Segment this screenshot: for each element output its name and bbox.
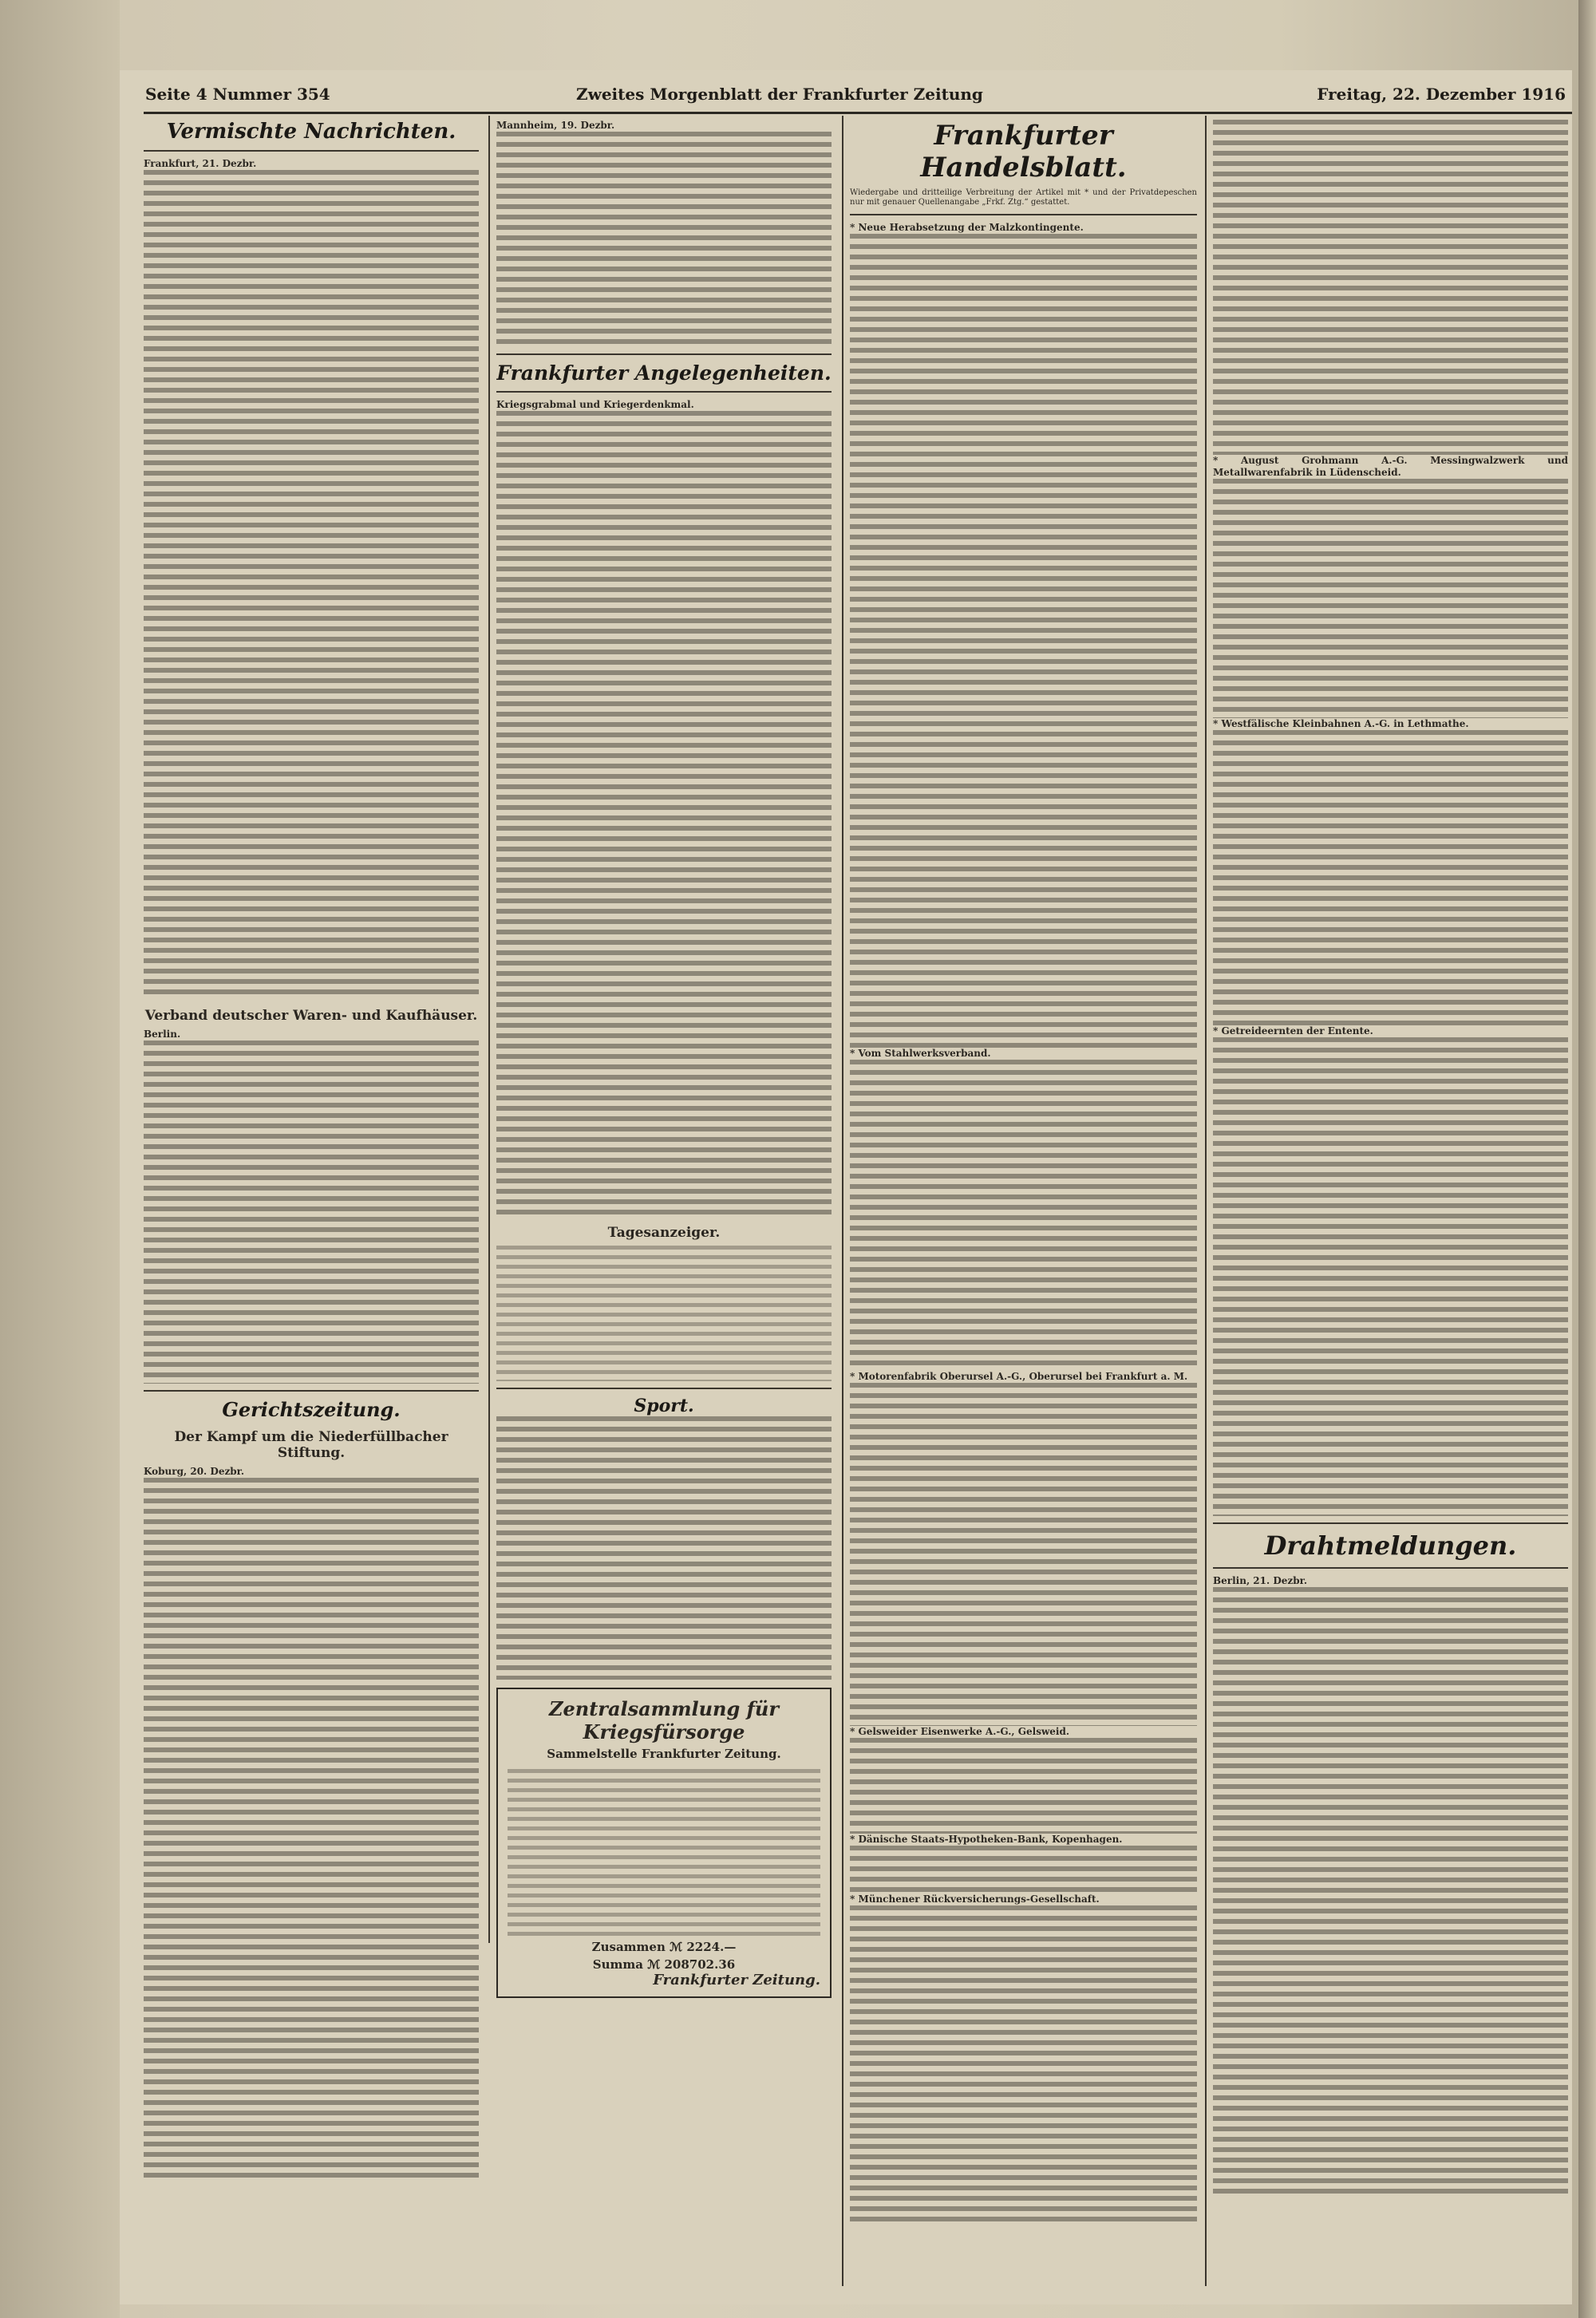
article-body — [1213, 1037, 1568, 1516]
article-body — [850, 234, 1197, 1048]
section-heading: Frankfurter Angelegenheiten. — [496, 361, 832, 385]
article-body — [144, 1478, 479, 2180]
fund-signature: Frankfurter Zeitung. — [653, 1972, 820, 1988]
article-title: * Getreideernten der Entente. — [1213, 1025, 1373, 1037]
article-body — [144, 1041, 479, 1384]
divider — [1213, 1567, 1568, 1569]
divider — [850, 214, 1197, 215]
fund-total: Summa ℳ 208702.36 — [592, 1957, 736, 1972]
article-title: * August Grohmann A.-G. Messingwalzwerk und Metallwarenfabrik in Lüdenscheid. — [1213, 455, 1568, 478]
divider — [144, 150, 479, 152]
article-title: * Gelsweider Eisenwerke A.-G., Gelsweid. — [850, 1726, 1070, 1737]
page-folio — [145, 78, 1566, 110]
listing-body — [496, 1246, 832, 1381]
reprint-note: Wiedergabe und dritteilige Verbreitung der Artikel mit * und der Privatdepeschen nur mit genauer Quellenangabe „Frkf. Ztg.“ gestattet. — [850, 188, 1197, 207]
article-body — [1213, 1587, 1568, 2194]
article-dateline: Koburg, 20. Dezbr. — [144, 1466, 245, 1477]
page-edge — [1578, 0, 1596, 2318]
article-dateline: Berlin, 21. Dezbr. — [1213, 1575, 1307, 1586]
fund-body — [508, 1769, 820, 1937]
column-1 — [144, 120, 479, 2290]
binding-margin — [0, 0, 120, 2318]
article-body — [850, 1846, 1197, 1893]
article-title: * Dänische Staats-Hypotheken-Bank, Kopenhagen. — [850, 1834, 1123, 1845]
column-rule — [488, 116, 490, 1943]
folio-page-number: Seite 4 Nummer 354 — [145, 85, 330, 104]
section-heading: Sport. — [634, 1396, 694, 1416]
folio-rule — [144, 112, 1572, 114]
section-heading: Drahtmeldungen. — [1264, 1530, 1517, 1561]
listing-title: Tagesanzeiger. — [607, 1225, 721, 1241]
column-rule — [842, 116, 843, 2286]
divider — [496, 391, 832, 393]
article-body — [496, 1416, 832, 1680]
section-heading: Vermischte Nachrichten. — [166, 120, 456, 144]
section-heading: Frankfurter Handelsblatt. — [920, 120, 1127, 184]
article-body — [850, 1383, 1197, 1726]
divider — [1213, 1522, 1568, 1524]
fund-title: Zentralsammlung für Kriegsfürsorge — [548, 1697, 780, 1743]
article-dateline: Berlin. — [144, 1029, 181, 1040]
fund-subtitle: Sammelstelle Frankfurter Zeitung. — [547, 1747, 781, 1761]
article-title: * Vom Stahlwerksverband. — [850, 1048, 991, 1059]
divider — [144, 1390, 479, 1392]
section-heading: Gerichtszeitung. — [222, 1398, 401, 1421]
folio-date: Freitag, 22. Dezember 1916 — [1317, 85, 1566, 104]
article-title: Der Kampf um die Niederfüllbacher Stiftung. — [174, 1429, 448, 1461]
article-body — [850, 1738, 1197, 1834]
column-4 — [1213, 120, 1568, 2290]
article-dateline: Kriegsgrabmal und Kriegerdenkmal. — [496, 399, 694, 410]
column-2 — [496, 120, 832, 2290]
article-dateline: Mannheim, 19. Dezbr. — [496, 120, 615, 131]
article-body — [850, 1905, 1197, 2225]
column-3 — [850, 120, 1197, 2290]
column-rule — [1205, 116, 1207, 2286]
article-body — [1213, 479, 1568, 718]
article-body — [496, 132, 832, 347]
article-title: * Neue Herabsetzung der Malzkontingente. — [850, 222, 1084, 233]
divider — [496, 353, 832, 355]
fund-box — [496, 1688, 832, 1998]
article-body — [1213, 730, 1568, 1025]
divider — [496, 1388, 832, 1389]
article-title: * Westfälische Kleinbahnen A.-G. in Lethmathe. — [1213, 718, 1469, 729]
article-body — [1213, 120, 1568, 455]
folio-paper-title: Zweites Morgenblatt der Frankfurter Zeitung — [576, 85, 983, 104]
article-body — [496, 411, 832, 1217]
article-title: Verband deutscher Waren- und Kaufhäuser. — [144, 1008, 478, 1024]
fund-subtotal: Zusammen ℳ 2224.— — [591, 1940, 737, 1954]
article-title: * Münchener Rückversicherungs-Gesellschaft. — [850, 1893, 1100, 1905]
article-dateline: Frankfurt, 21. Dezbr. — [144, 158, 257, 169]
article-body — [850, 1060, 1197, 1371]
article-body — [144, 170, 479, 1000]
article-title: * Motorenfabrik Oberursel A.-G., Oberursel bei Frankfurt a. M. — [850, 1371, 1188, 1382]
